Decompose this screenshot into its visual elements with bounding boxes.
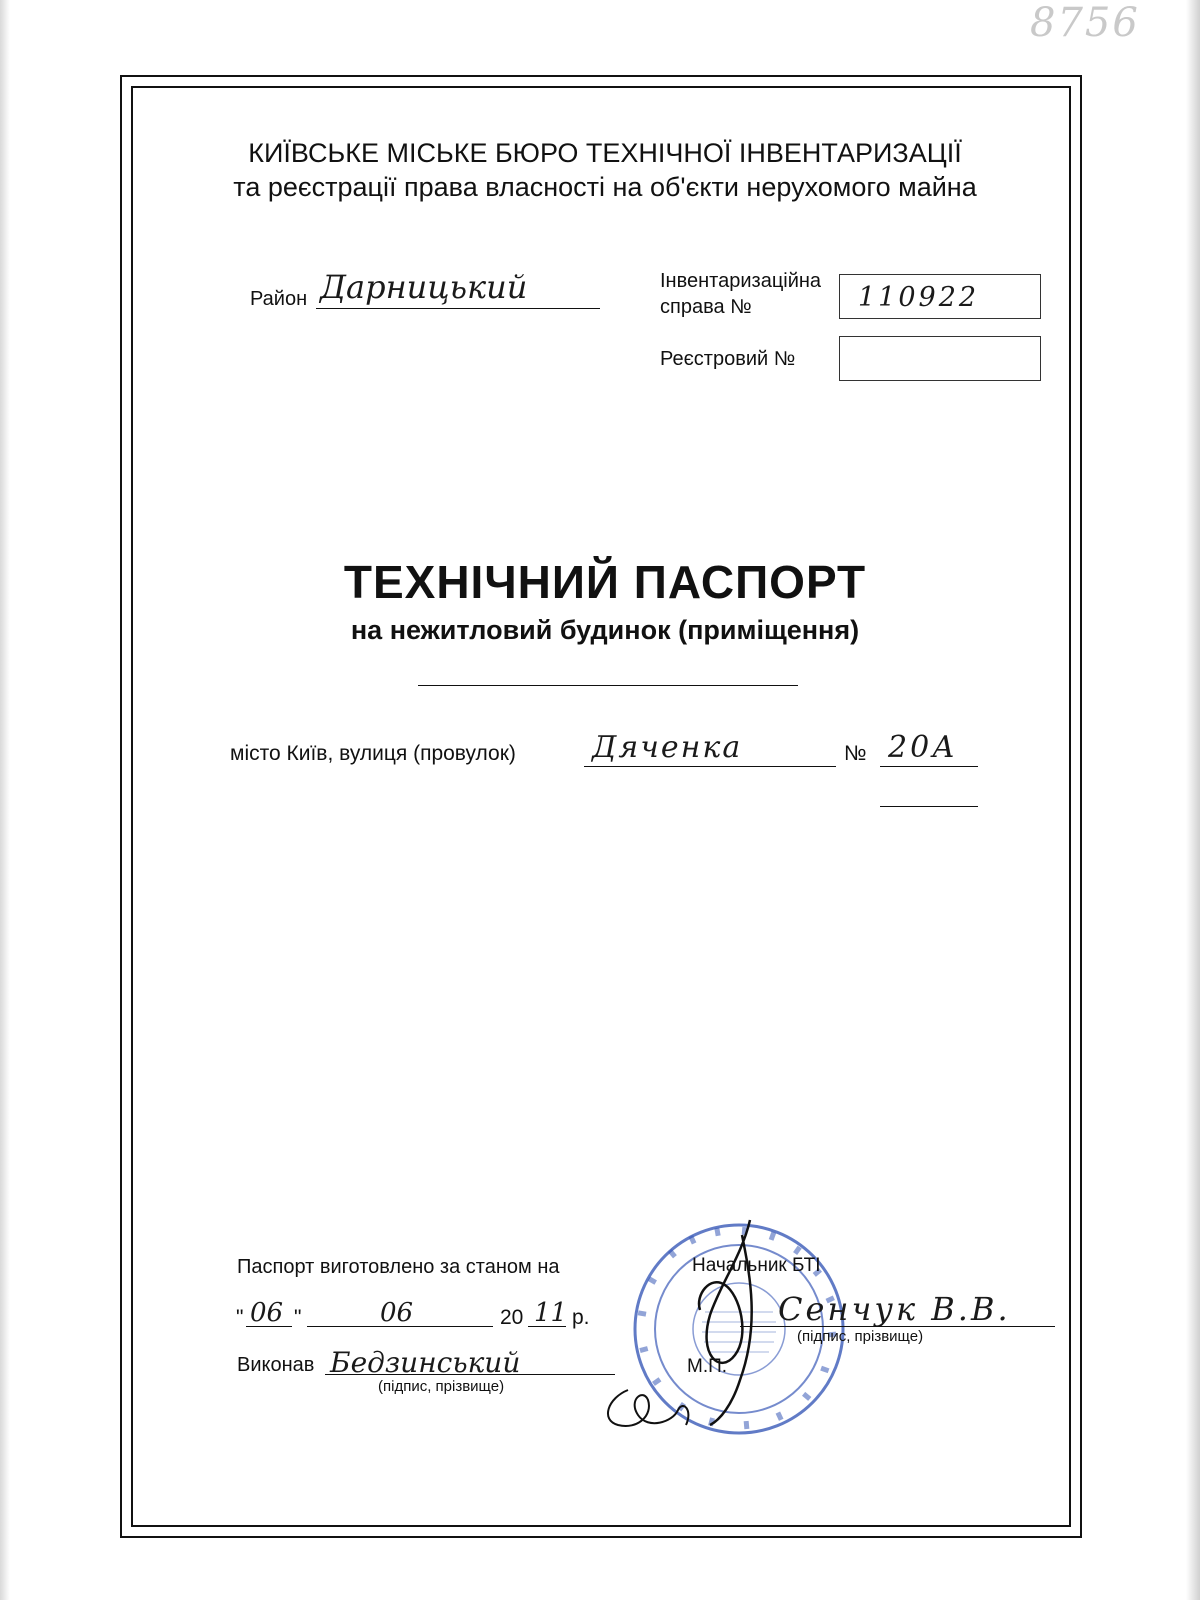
- sig-caption-right: (підпис, прізвище): [797, 1328, 924, 1345]
- inventory-label-line1: Інвентаризаційна: [660, 270, 822, 292]
- street-value: Дяченка: [592, 730, 743, 765]
- year-suffix-underline: [528, 1326, 566, 1327]
- executed-underline: [325, 1374, 615, 1375]
- date-day-underline: [246, 1326, 292, 1327]
- date-quote-open: ": [236, 1306, 244, 1329]
- date-quote-close: ": [294, 1306, 302, 1329]
- house-number-label: №: [844, 742, 867, 765]
- inventory-label-line2: справа №: [660, 296, 752, 318]
- header-line-1: КИЇВСЬКЕ МІСЬКЕ БЮРО ТЕХНІЧНОЇ ІНВЕНТАРИЗАЦІЇ: [248, 138, 962, 168]
- page-edge-left: [0, 0, 10, 1600]
- executed-label: Виконав: [237, 1354, 315, 1376]
- year-suffix: 11: [534, 1298, 568, 1328]
- year-unit: р.: [572, 1306, 590, 1329]
- date-month: 06: [380, 1298, 414, 1328]
- document-title: ТЕХНІЧНИЙ ПАСПОРТ: [343, 556, 867, 608]
- chief-name: Сенчук В.В.: [778, 1290, 1011, 1328]
- year-prefix: 20: [500, 1306, 524, 1329]
- executed-by-value: Бедзинський: [330, 1346, 521, 1379]
- document-subtitle: на нежитловий будинок (приміщення): [350, 615, 860, 645]
- title-divider: [418, 685, 798, 686]
- archive-number: 8756: [1030, 0, 1140, 46]
- house-number-underline-2: [880, 806, 978, 807]
- seal-label: М.П.: [687, 1356, 728, 1377]
- district-label: Район: [250, 288, 308, 310]
- executor-signature-icon: [598, 1380, 708, 1435]
- registry-label: Реєстровий №: [660, 348, 796, 370]
- date-month-underline: [307, 1326, 493, 1327]
- registry-number-field: [839, 336, 1041, 381]
- house-number-value: 20А: [888, 730, 958, 765]
- header-line-2: та реєстрації права власності на об'єкти нерухомого майна: [233, 172, 977, 202]
- district-value: Дарницький: [320, 268, 528, 306]
- house-number-underline: [880, 766, 978, 767]
- prepared-label: Паспорт виготовлено за станом на: [237, 1256, 560, 1278]
- district-underline: [316, 308, 600, 309]
- address-label: місто Київ, вулиця (провулок): [230, 742, 516, 765]
- street-underline: [584, 766, 836, 767]
- date-day: 06: [250, 1298, 284, 1328]
- sig-caption-left: (підпис, прізвище): [378, 1378, 505, 1395]
- inventory-number-value: 110922: [858, 282, 980, 313]
- chief-label: Начальник БТІ: [692, 1255, 821, 1276]
- page-edge-right: [1186, 0, 1200, 1600]
